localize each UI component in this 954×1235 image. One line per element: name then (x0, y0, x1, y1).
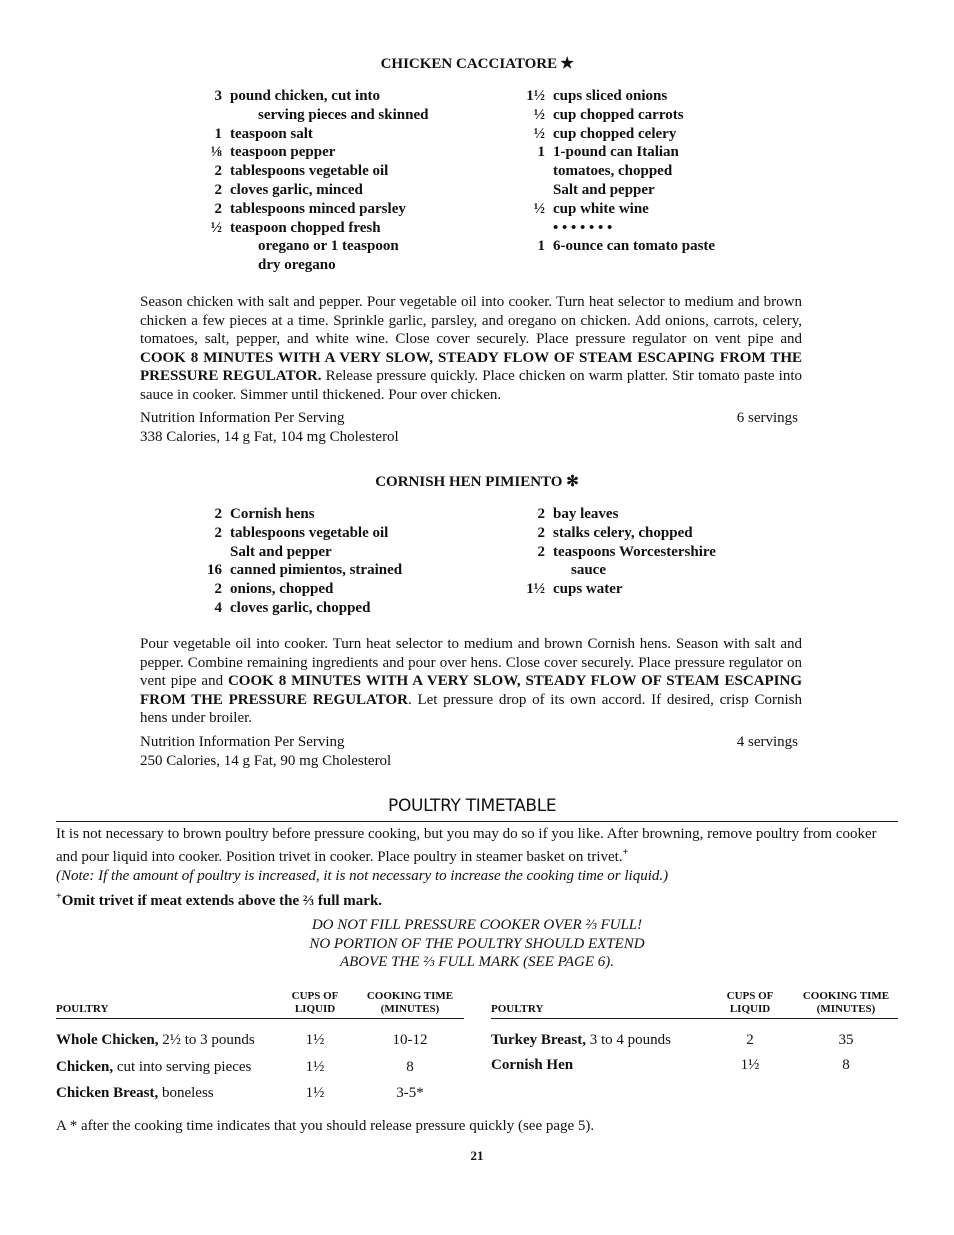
ingredient-quantity: 16 (207, 562, 222, 579)
ingredient-text: stalks celery, chopped (553, 524, 693, 541)
ingredient-text: Salt and pepper (553, 181, 655, 198)
table-cell-time: 10-12 (392, 1032, 428, 1048)
ingredient-row (515, 125, 715, 144)
poultry-timetable-heading: POULTRY TIMETABLE (388, 796, 557, 816)
ingredient-text: cups water (553, 581, 623, 598)
ingredient-row (192, 87, 428, 106)
table-cell-time: 8 (842, 1057, 850, 1073)
nutrition-label: Nutrition Information Per Serving (140, 734, 345, 750)
ingredient-quantity: 2 (214, 200, 222, 217)
ingredient-quantity: 2 (537, 524, 545, 541)
ingredient-quantity: 1½ (526, 581, 545, 598)
ingredient-row (515, 200, 715, 219)
ingredient-row (192, 580, 402, 599)
table-cell-time: 3-5* (396, 1085, 424, 1101)
instructions-text: . Let pressure drop of its own accord. If desired, crisp Cornish hens under broiler. (140, 691, 802, 727)
instructions-text: Pour vegetable oil into cooker. Turn heat selector to medium and brown Cornish hens. Season with salt and pepper. Combine remaining ingredients and pour over hens. Close cover securely. Place pressure regulator on vent pipe and (140, 636, 802, 690)
col-header-poultry: POULTRY (491, 1003, 544, 1015)
ingredient-text: sauce (571, 562, 606, 579)
ingredient-text: cup chopped carrots (553, 106, 684, 123)
servings: 4 servings (736, 734, 798, 750)
table-cell-cups: 2 (746, 1032, 754, 1048)
intro-text: It is not necessary to brown poultry before pressure cooking, but you may do so if you like. After browning, remove poultry from cooker and pour liquid into cooker. Position trivet in cooker. Place poultry in steamer basket on trivet. (56, 826, 877, 865)
ingredient-quantity (515, 219, 553, 238)
nutrition-cornish (140, 733, 798, 770)
ingredient-row (515, 543, 716, 562)
ingredient-row (515, 580, 716, 599)
col-header-time (793, 990, 899, 1015)
ingredient-quantity: 2 (214, 581, 222, 598)
table-rule-right (491, 1018, 898, 1019)
instructions-text: Release pressure quickly. Place chicken on warm platter. Stir tomato paste into sauce in cooker. Simmer until thickened. Pour over chicken. (140, 368, 802, 403)
ingredient-text: • • • • • • • (553, 219, 613, 236)
ingredient-row (192, 200, 428, 219)
instructions-bold: COOK 8 MINUTES WITH A VERY SLOW, STEADY FLOW OF STEAM ESCAPING FROM THE PRESSURE REGULATOR (140, 673, 802, 708)
ingredient-row (515, 219, 715, 238)
ingredient-row (192, 599, 402, 618)
ingredient-row (192, 505, 402, 524)
recipe-title-chicken-cacciatore: CHICKEN CACCIATORE ✭ (380, 56, 574, 72)
ingredient-text: oregano or 1 teaspoon (258, 238, 399, 255)
table-row-name: Chicken, cut into serving pieces (56, 1059, 252, 1075)
col-header-time (358, 990, 462, 1015)
ingredients-left-cacciatore (192, 87, 428, 275)
ingredient-row (192, 256, 428, 275)
ingredient-quantity (192, 237, 230, 256)
ingredient-quantity (515, 162, 553, 181)
ingredient-quantity: 2 (214, 506, 222, 522)
ingredient-quantity: 1½ (526, 88, 545, 104)
ingredient-text: bay leaves (553, 506, 619, 522)
ingredient-text: serving pieces and skinned (258, 106, 429, 123)
ingredient-row (192, 543, 402, 562)
ingredient-text: cloves garlic, minced (230, 181, 363, 198)
col-header-line: COOKING TIME (802, 990, 890, 1002)
ingredient-quantity: ½ (533, 125, 545, 142)
ingredient-quantity: 2 (214, 524, 222, 541)
ingredient-quantity: 1 (537, 238, 545, 255)
ingredient-text: tablespoons minced parsley (230, 200, 406, 217)
ingredient-text: tomatoes, chopped (553, 163, 673, 180)
col-header-line: CUPS OF (291, 990, 339, 1002)
warning-line: NO PORTION OF THE POULTRY SHOULD EXTEND (309, 935, 645, 952)
table-footnote: A * after the cooking time indicates that you should release pressure quickly (see page 5). (56, 1118, 595, 1134)
omit-text: Omit trivet if meat extends above the ⅔ full mark. (61, 893, 383, 909)
nutrition-label: Nutrition Information Per Serving (140, 410, 345, 426)
ingredient-text: pound chicken, cut into (230, 88, 381, 104)
nutrition-cacciatore (140, 409, 798, 446)
ingredients-left-cornish (192, 505, 402, 618)
col-header-poultry: POULTRY (56, 1003, 109, 1015)
instructions-bold: COOK 8 MINUTES WITH A VERY SLOW, STEADY FLOW OF STEAM ESCAPING FROM THE PRESSURE REGULATOR. (140, 349, 802, 385)
table-row-name: Whole Chicken, 2½ to 3 pounds (56, 1032, 255, 1048)
ingredient-row (515, 524, 716, 543)
ingredient-quantity: 2 (537, 543, 545, 560)
ingredient-row (192, 181, 428, 200)
ingredient-row (515, 106, 715, 125)
nutrition-values: 250 Calories, 14 g Fat, 90 mg Cholesterol (140, 752, 392, 769)
ingredient-text: Cornish hens (230, 506, 315, 522)
warning-line: DO NOT FILL PRESSURE COOKER OVER ⅔ FULL! (311, 917, 643, 933)
ingredient-row (192, 143, 428, 162)
ingredient-text: 6-ounce can tomato paste (553, 238, 716, 255)
ingredient-quantity: ⅛ (210, 144, 222, 161)
table-cell-time: 35 (838, 1032, 854, 1048)
table-cell-cups: 1½ (305, 1032, 325, 1048)
ingredient-quantity: 2 (214, 163, 222, 180)
instructions-cornish (140, 635, 802, 728)
col-header-line: LIQUID (294, 1002, 336, 1015)
ingredient-quantity (192, 106, 230, 125)
ingredient-quantity: ½ (533, 200, 545, 217)
ingredient-text: cloves garlic, chopped (230, 599, 371, 616)
ingredient-row (192, 237, 428, 256)
ingredient-text: onions, chopped (230, 581, 334, 598)
omit-trivet-note (56, 891, 382, 910)
col-header-line: LIQUID (729, 1002, 771, 1015)
col-header-cups (715, 990, 785, 1015)
ingredient-row (192, 125, 428, 144)
ingredient-text: 1-pound can Italian (553, 144, 679, 161)
ingredient-quantity: 2 (537, 506, 545, 522)
instructions-cacciatore (140, 293, 802, 405)
table-row-name: Cornish Hen (491, 1057, 574, 1073)
ingredient-quantity: 1 (214, 125, 222, 142)
ingredient-text: Salt and pepper (230, 543, 332, 560)
fill-warning (0, 916, 954, 972)
ingredient-row (515, 162, 715, 181)
ingredient-text: teaspoon chopped fresh (230, 219, 381, 236)
ingredient-row (192, 561, 402, 580)
table-cell-cups: 1½ (740, 1057, 760, 1073)
col-header-cups (280, 990, 350, 1015)
recipe-title-cornish-hen: CORNISH HEN PIMIENTO ✻ (375, 474, 579, 490)
timetable-intro (56, 825, 900, 866)
table-rule-left (56, 1018, 464, 1019)
ingredients-right-cacciatore (515, 87, 715, 256)
ingredient-quantity: 4 (214, 599, 222, 616)
ingredient-text: canned pimientos, strained (230, 562, 403, 579)
col-header-line: (MINUTES) (380, 1002, 440, 1015)
ingredient-quantity (192, 256, 230, 275)
ingredient-text: cups sliced onions (553, 88, 668, 104)
ingredient-text: dry oregano (258, 257, 336, 274)
table-cell-cups: 1½ (305, 1059, 325, 1075)
ingredient-quantity: 1 (537, 144, 545, 161)
omit-mark: + (56, 891, 62, 902)
ingredient-row (515, 237, 715, 256)
ingredient-text: tablespoons vegetable oil (230, 524, 389, 541)
page-number: 21 (470, 1148, 484, 1163)
instructions-text: Season chicken with salt and pepper. Pour vegetable oil into cooker. Turn heat selector to medium and brown chicken a few pieces at a time. Sprinkle garlic, parsley, and oregano on chicken. Add onions, carrots, celery, tomatoes, salt, pepper, and white wine. Close cover securely. Place pressure regulator on vent pipe and (140, 294, 802, 348)
table-row-name: Chicken Breast, boneless (56, 1085, 214, 1101)
ingredient-row (192, 219, 428, 238)
ingredient-row (515, 143, 715, 162)
ingredient-quantity: 3 (214, 88, 222, 104)
ingredient-row (192, 524, 402, 543)
col-header-line: COOKING TIME (366, 990, 454, 1002)
table-cell-cups: 1½ (305, 1085, 325, 1101)
servings: 6 servings (736, 410, 798, 426)
warning-line: ABOVE THE ⅔ FULL MARK (SEE PAGE 6). (339, 954, 614, 971)
ingredient-quantity (515, 181, 553, 200)
intro-mark: + (622, 846, 629, 858)
ingredient-text: teaspoon pepper (230, 144, 336, 161)
ingredient-text: cup chopped celery (553, 125, 677, 142)
ingredient-quantity: ½ (533, 106, 545, 123)
ingredients-right-cornish (515, 505, 716, 599)
ingredient-text: teaspoons Worcestershire (553, 543, 716, 560)
ingredient-quantity (515, 561, 553, 580)
ingredient-quantity (192, 543, 230, 562)
ingredient-row (192, 162, 428, 181)
ingredient-row (192, 106, 428, 125)
ingredient-row (515, 87, 715, 106)
ingredient-text: tablespoons vegetable oil (230, 163, 389, 180)
table-row-name: Turkey Breast, 3 to 4 pounds (491, 1032, 672, 1048)
ingredient-text: teaspoon salt (230, 125, 313, 142)
table-cell-time: 8 (406, 1059, 414, 1075)
col-header-line: (MINUTES) (816, 1002, 876, 1015)
nutrition-values: 338 Calories, 14 g Fat, 104 mg Cholesterol (140, 428, 399, 445)
ingredient-quantity: 2 (214, 181, 222, 198)
ingredient-row (515, 505, 716, 524)
timetable-note: (Note: If the amount of poultry is increased, it is not necessary to increase the cooking time or liquid.) (56, 868, 669, 884)
ingredient-row (515, 181, 715, 200)
ingredient-text: cup white wine (553, 200, 649, 217)
col-header-line: CUPS OF (726, 990, 774, 1002)
heading-rule (56, 821, 898, 822)
ingredient-quantity: ½ (210, 219, 222, 236)
ingredient-row (515, 561, 716, 580)
